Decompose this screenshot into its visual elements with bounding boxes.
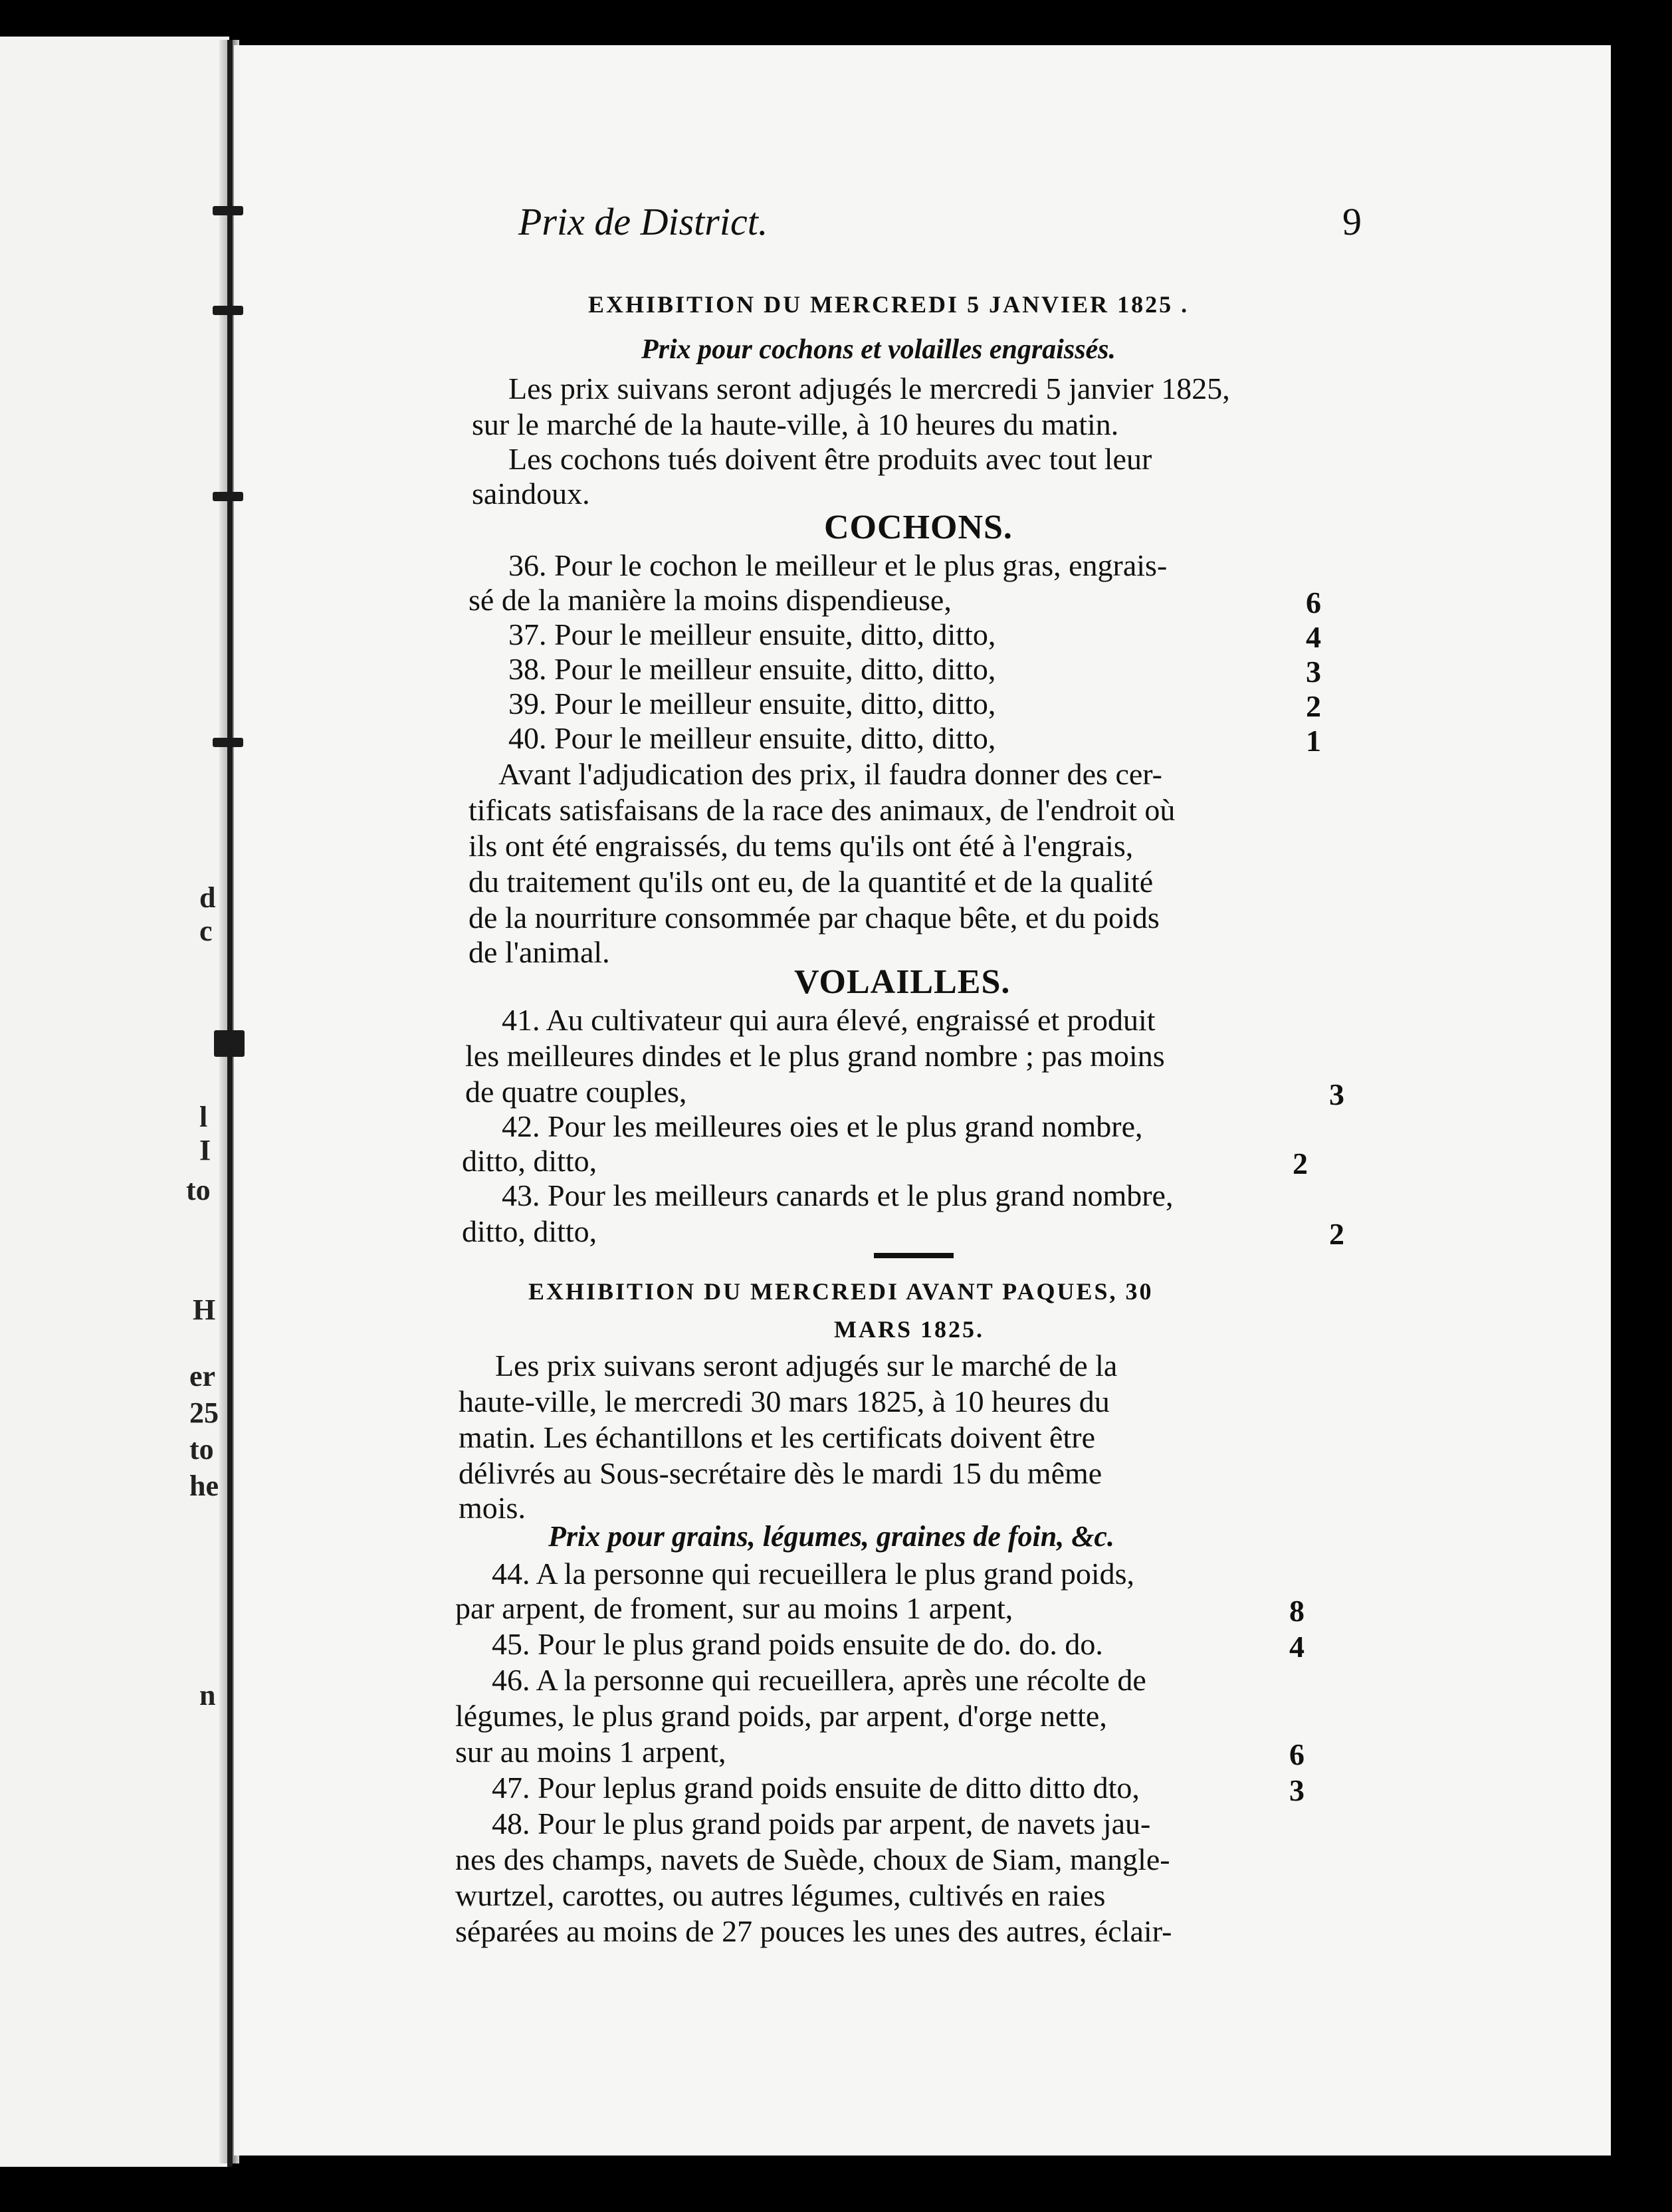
stitch-mark [213, 492, 243, 501]
text-line: mois. [459, 1491, 526, 1525]
fragment: n [199, 1679, 216, 1712]
text-line: nes des champs, navets de Suède, choux de Siam, mangle- [455, 1842, 1170, 1876]
prize-amount: 4 [1289, 1630, 1305, 1664]
text-line: légumes, le plus grand poids, par arpent, d'orge nette, [455, 1699, 1107, 1733]
fragment: H [193, 1293, 216, 1326]
prize-amount: 2 [1293, 1147, 1308, 1180]
exhibition-heading: EXHIBITION DU MERCREDI 5 JANVIER 1825 . [588, 291, 1190, 318]
running-header: Prix de District. [518, 200, 768, 243]
text-line: 40. Pour le meilleur ensuite, ditto, ditto, [508, 721, 996, 755]
text-line: de quatre couples, [465, 1075, 687, 1109]
text-line: sur le marché de la haute-ville, à 10 heures du matin. [472, 407, 1119, 441]
prize-amount: 3 [1306, 655, 1321, 689]
prize-amount: 4 [1306, 620, 1321, 654]
fragment: I [199, 1134, 211, 1166]
text-line: de l'animal. [469, 935, 610, 969]
text-line: tificats satisfaisans de la race des animaux, de l'endroit où [469, 793, 1176, 827]
prize-amount: 3 [1329, 1077, 1344, 1111]
text-line: de la nourriture consommée par chaque bête, et du poids [469, 901, 1160, 935]
text-line: 44. A la personne qui recueillera le plus grand poids, [492, 1557, 1135, 1591]
text-line: saindoux. [472, 477, 590, 510]
stitch-mark [213, 738, 243, 747]
spine [227, 40, 233, 2167]
text-line: Les prix suivans seront adjugés sur le marché de la [495, 1349, 1118, 1382]
prize-amount: 3 [1289, 1773, 1305, 1807]
prize-amount: 1 [1306, 724, 1321, 758]
section-rule [874, 1253, 954, 1258]
text-line: Avant l'adjudication des prix, il faudra donner des cer- [498, 757, 1162, 791]
fragment: er [189, 1360, 216, 1392]
text-line: sur au moins 1 arpent, [455, 1735, 726, 1769]
page-number: 9 [1342, 200, 1362, 243]
text-line: 45. Pour le plus grand poids ensuite de do. do. do. [492, 1627, 1103, 1661]
text-line: 38. Pour le meilleur ensuite, ditto, ditto, [508, 652, 996, 686]
text-line: les meilleures dindes et le plus grand nombre ; pas moins [465, 1039, 1165, 1073]
text-line: 46. A la personne qui recueillera, après une récolte de [492, 1663, 1146, 1697]
text-line: ils ont été engraissés, du tems qu'ils ont été à l'engrais, [469, 829, 1134, 863]
fragment: d [199, 881, 216, 914]
section-title-cochons: COCHONS. [824, 508, 1013, 546]
fragment: he [189, 1470, 219, 1502]
fragment: to [186, 1174, 211, 1206]
text-line: par arpent, de froment, sur au moins 1 arpent, [455, 1591, 1013, 1625]
text-line: 48. Pour le plus grand poids par arpent, de navets jau- [492, 1807, 1151, 1840]
stitch-mark [213, 206, 243, 215]
left-page [0, 37, 229, 2167]
text-line: 47. Pour leplus grand poids ensuite de ditto ditto dto, [492, 1771, 1140, 1805]
text-line: 43. Pour les meilleurs canards et le plus grand nombre, [502, 1178, 1174, 1212]
exhibition-heading: EXHIBITION DU MERCREDI AVANT PAQUES, 30 [528, 1278, 1154, 1305]
text-line: Les prix suivans seront adjugés le mercredi 5 janvier 1825, [508, 372, 1230, 405]
text-line: 37. Pour le meilleur ensuite, ditto, ditto, [508, 617, 996, 651]
stitch-mark [213, 306, 243, 315]
text-line: matin. Les échantillons et les certificats doivent être [459, 1420, 1095, 1454]
prize-amount: 8 [1289, 1594, 1305, 1628]
text-line: ditto, ditto, [462, 1214, 597, 1248]
text-line: wurtzel, carottes, ou autres légumes, cultivés en raies [455, 1878, 1106, 1912]
text-line: sé de la manière la moins dispendieuse, [469, 583, 952, 617]
exhibition-heading: MARS 1825. [834, 1316, 984, 1343]
prize-amount: 2 [1329, 1217, 1344, 1251]
text-line: séparées au moins de 27 pouces les unes des autres, éclair- [455, 1914, 1172, 1948]
text-line: 42. Pour les meilleures oies et le plus grand nombre, [502, 1109, 1143, 1143]
stitch-mark [214, 1030, 245, 1057]
section-title-volailles: VOLAILLES. [794, 963, 1011, 1001]
text-line: haute-ville, le mercredi 30 mars 1825, à 10 heures du [459, 1384, 1110, 1418]
left-page-fragments [0, 37, 219, 2167]
text-line: Les cochons tués doivent être produits avec tout leur [508, 442, 1152, 476]
text-line: ditto, ditto, [462, 1144, 597, 1178]
text-line: 41. Au cultivateur qui aura élevé, engraissé et produit [502, 1003, 1156, 1037]
text-line: du traitement qu'ils ont eu, de la quantité et de la qualité [469, 865, 1154, 899]
prize-amount: 2 [1306, 689, 1321, 723]
exhibition-subheading: Prix pour cochons et volailles engraissés. [641, 334, 1116, 365]
text-line: délivrés au Sous-secrétaire dès le mardi 15 du même [459, 1456, 1102, 1490]
text-line: 39. Pour le meilleur ensuite, ditto, ditto, [508, 687, 996, 720]
fragment: 25 [189, 1396, 219, 1429]
prize-amount: 6 [1306, 586, 1321, 619]
fragment: to [189, 1433, 214, 1466]
fragment: l [199, 1101, 208, 1133]
prize-amount: 6 [1289, 1737, 1305, 1771]
exhibition-subheading: Prix pour grains, légumes, graines de foin, &c. [548, 1520, 1114, 1553]
fragment: c [199, 915, 213, 947]
text-line: 36. Pour le cochon le meilleur et le plus gras, engrais- [508, 548, 1168, 582]
